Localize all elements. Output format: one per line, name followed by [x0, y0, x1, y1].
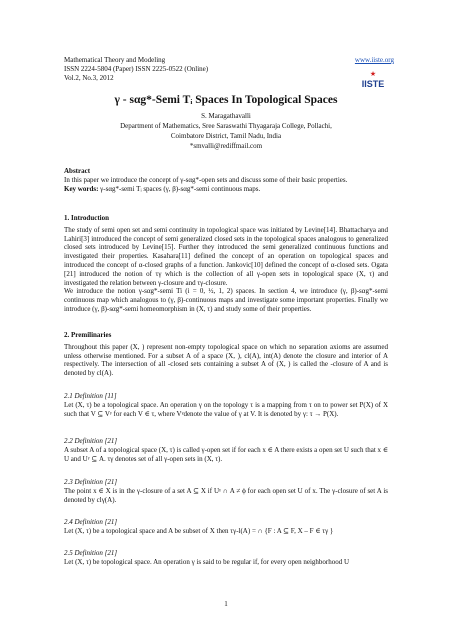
keywords-label: Key words: — [64, 184, 99, 193]
definition-label: 2.5 Definition [21] — [64, 549, 118, 557]
intro-paragraph-1: The study of semi open set and semi continuity in topological space was initiated by Levine[14]. Bhattacharya and Lahiri[3] introduced the concept of semi generalized closed sets in the topological spaces analogous to generalized closed sets introduced by Levine[15]. Further they introduced the semi generalized continuous functions and investigated their properties. Kasahara[11] defined the concept of an operation on topological spaces and introduced the concept of α-closed graphs of a function. Jankovic[10] defined the concept of α-closed sets. Ogata [21] introduced the notion of τγ which is the collection of all γ-open sets in topological space (X, τ) and investigated the relation between γ-closure and τγ-closure. — [64, 225, 388, 287]
abstract-heading: Abstract — [64, 167, 91, 175]
journal-issn: ISSN 2224-5804 (Paper) ISSN 2225-0522 (Online) — [64, 65, 209, 73]
definition-label: 2.2 Definition [21] — [64, 437, 118, 445]
iiste-logo — [358, 67, 388, 89]
svg-text:IISTE: IISTE — [361, 79, 385, 89]
journal-header — [64, 56, 394, 83]
definition-text: The point x ∈ X is in the γ-closure of a set A ⊆ X if Uᵞ ∩ A ≠ ϕ for each open set U of x. The γ-closure of set A is denoted by clγ(A). — [64, 486, 388, 504]
page-number: 1 — [224, 600, 228, 608]
definition-label: 2.3 Definition [21] — [64, 478, 118, 486]
introduction-section — [64, 214, 388, 314]
definition-label: 2.4 Definition [21] — [64, 518, 118, 526]
definition-2-3 — [64, 478, 388, 504]
journal-name: Mathematical Theory and Modeling — [64, 56, 166, 64]
abstract-section — [64, 167, 388, 193]
author-dept: Department of Mathematics, Sree Saraswathi Thyagaraja College, Pollachi, — [120, 122, 332, 130]
definition-2-1 — [64, 392, 388, 418]
preliminaries-section — [64, 331, 388, 378]
author-block — [60, 111, 392, 151]
prelim-text: Throughout this paper (X, ) represent non-empty topological space on which no separation axioms are assumed unless otherwise mentioned. For a subset A of a space (X, ), cl(A), int(A) denote the closure and interior of A respectively. The intersection of all -closed sets containing a subset A of (X, ) is called the -closure of A and is denoted by cl(A). — [64, 342, 388, 378]
svg-text:★: ★ — [369, 71, 377, 78]
author-place: Coimbatore District, Tamil Nadu, India — [170, 132, 282, 140]
definition-2-4 — [64, 518, 388, 536]
intro-heading: 1. Introduction — [64, 214, 109, 222]
author-email: *smvalli@rediffmail.com — [189, 142, 263, 150]
abstract-text: In this paper we introduce the concept of γ-sαg*-open sets and discuss some of their basic properties. — [64, 175, 348, 184]
keywords-text: γ-sαg*-semi Tᵢ spaces (γ, β)-sαg*-semi continuous maps. — [98, 184, 261, 193]
definition-label: 2.1 Definition [11] — [64, 392, 117, 400]
definition-text: Let (X, τ) be a topological space and A be subset of X then τγ-l(A) = ∩ {F : A ⊆ F, X – F ∈ τγ } — [64, 526, 334, 535]
definition-text: Let (X, τ) be a topological space. An operation γ on the topology τ is a mapping from τ on to power set P(X) of X such that V ⊆ Vᵞ for each V ∈ τ, where Vᵞdenote the value of γ at V. It is denoted by γ: τ → P(X). — [64, 400, 388, 418]
author-name: S. Maragathavalli — [201, 112, 251, 120]
definition-2-5 — [64, 549, 388, 567]
website-link[interactable]: www.iiste.org — [354, 56, 394, 64]
definition-2-2 — [64, 437, 388, 463]
prelim-heading: 2. Premilinaries — [64, 331, 112, 339]
keywords-line — [64, 185, 388, 194]
definition-text: Let (X, τ) be topological space. An operation γ is said to be regular if, for every open neighborhood U — [64, 557, 350, 566]
intro-paragraph-2: We introduce the notion γ-sαg*-semi Ti (i = 0, ½, 1, 2) spaces. In section 4, we introduce (γ, β)-sαg*-semi continuous map which analogous to (γ, β)-continuous maps and investigate some important properties. Finally we introduce (γ, β)-sαg*-semi homeomorphism in (X, τ) and study some of their properties. — [64, 287, 388, 313]
definition-text: A subset A of a topological space (X, τ) is called γ-open set if for each x ∈ A there exists a open set U such that x ∈ U and Uᵞ ⊆ A. τγ denotes set of all γ-open sets in (X, τ). — [64, 445, 388, 463]
paper-title: γ - sαg*-Semi Tᵢ Spaces In Topological Spaces — [114, 94, 338, 106]
journal-volume: Vol.2, No.3, 2012 — [64, 74, 114, 82]
